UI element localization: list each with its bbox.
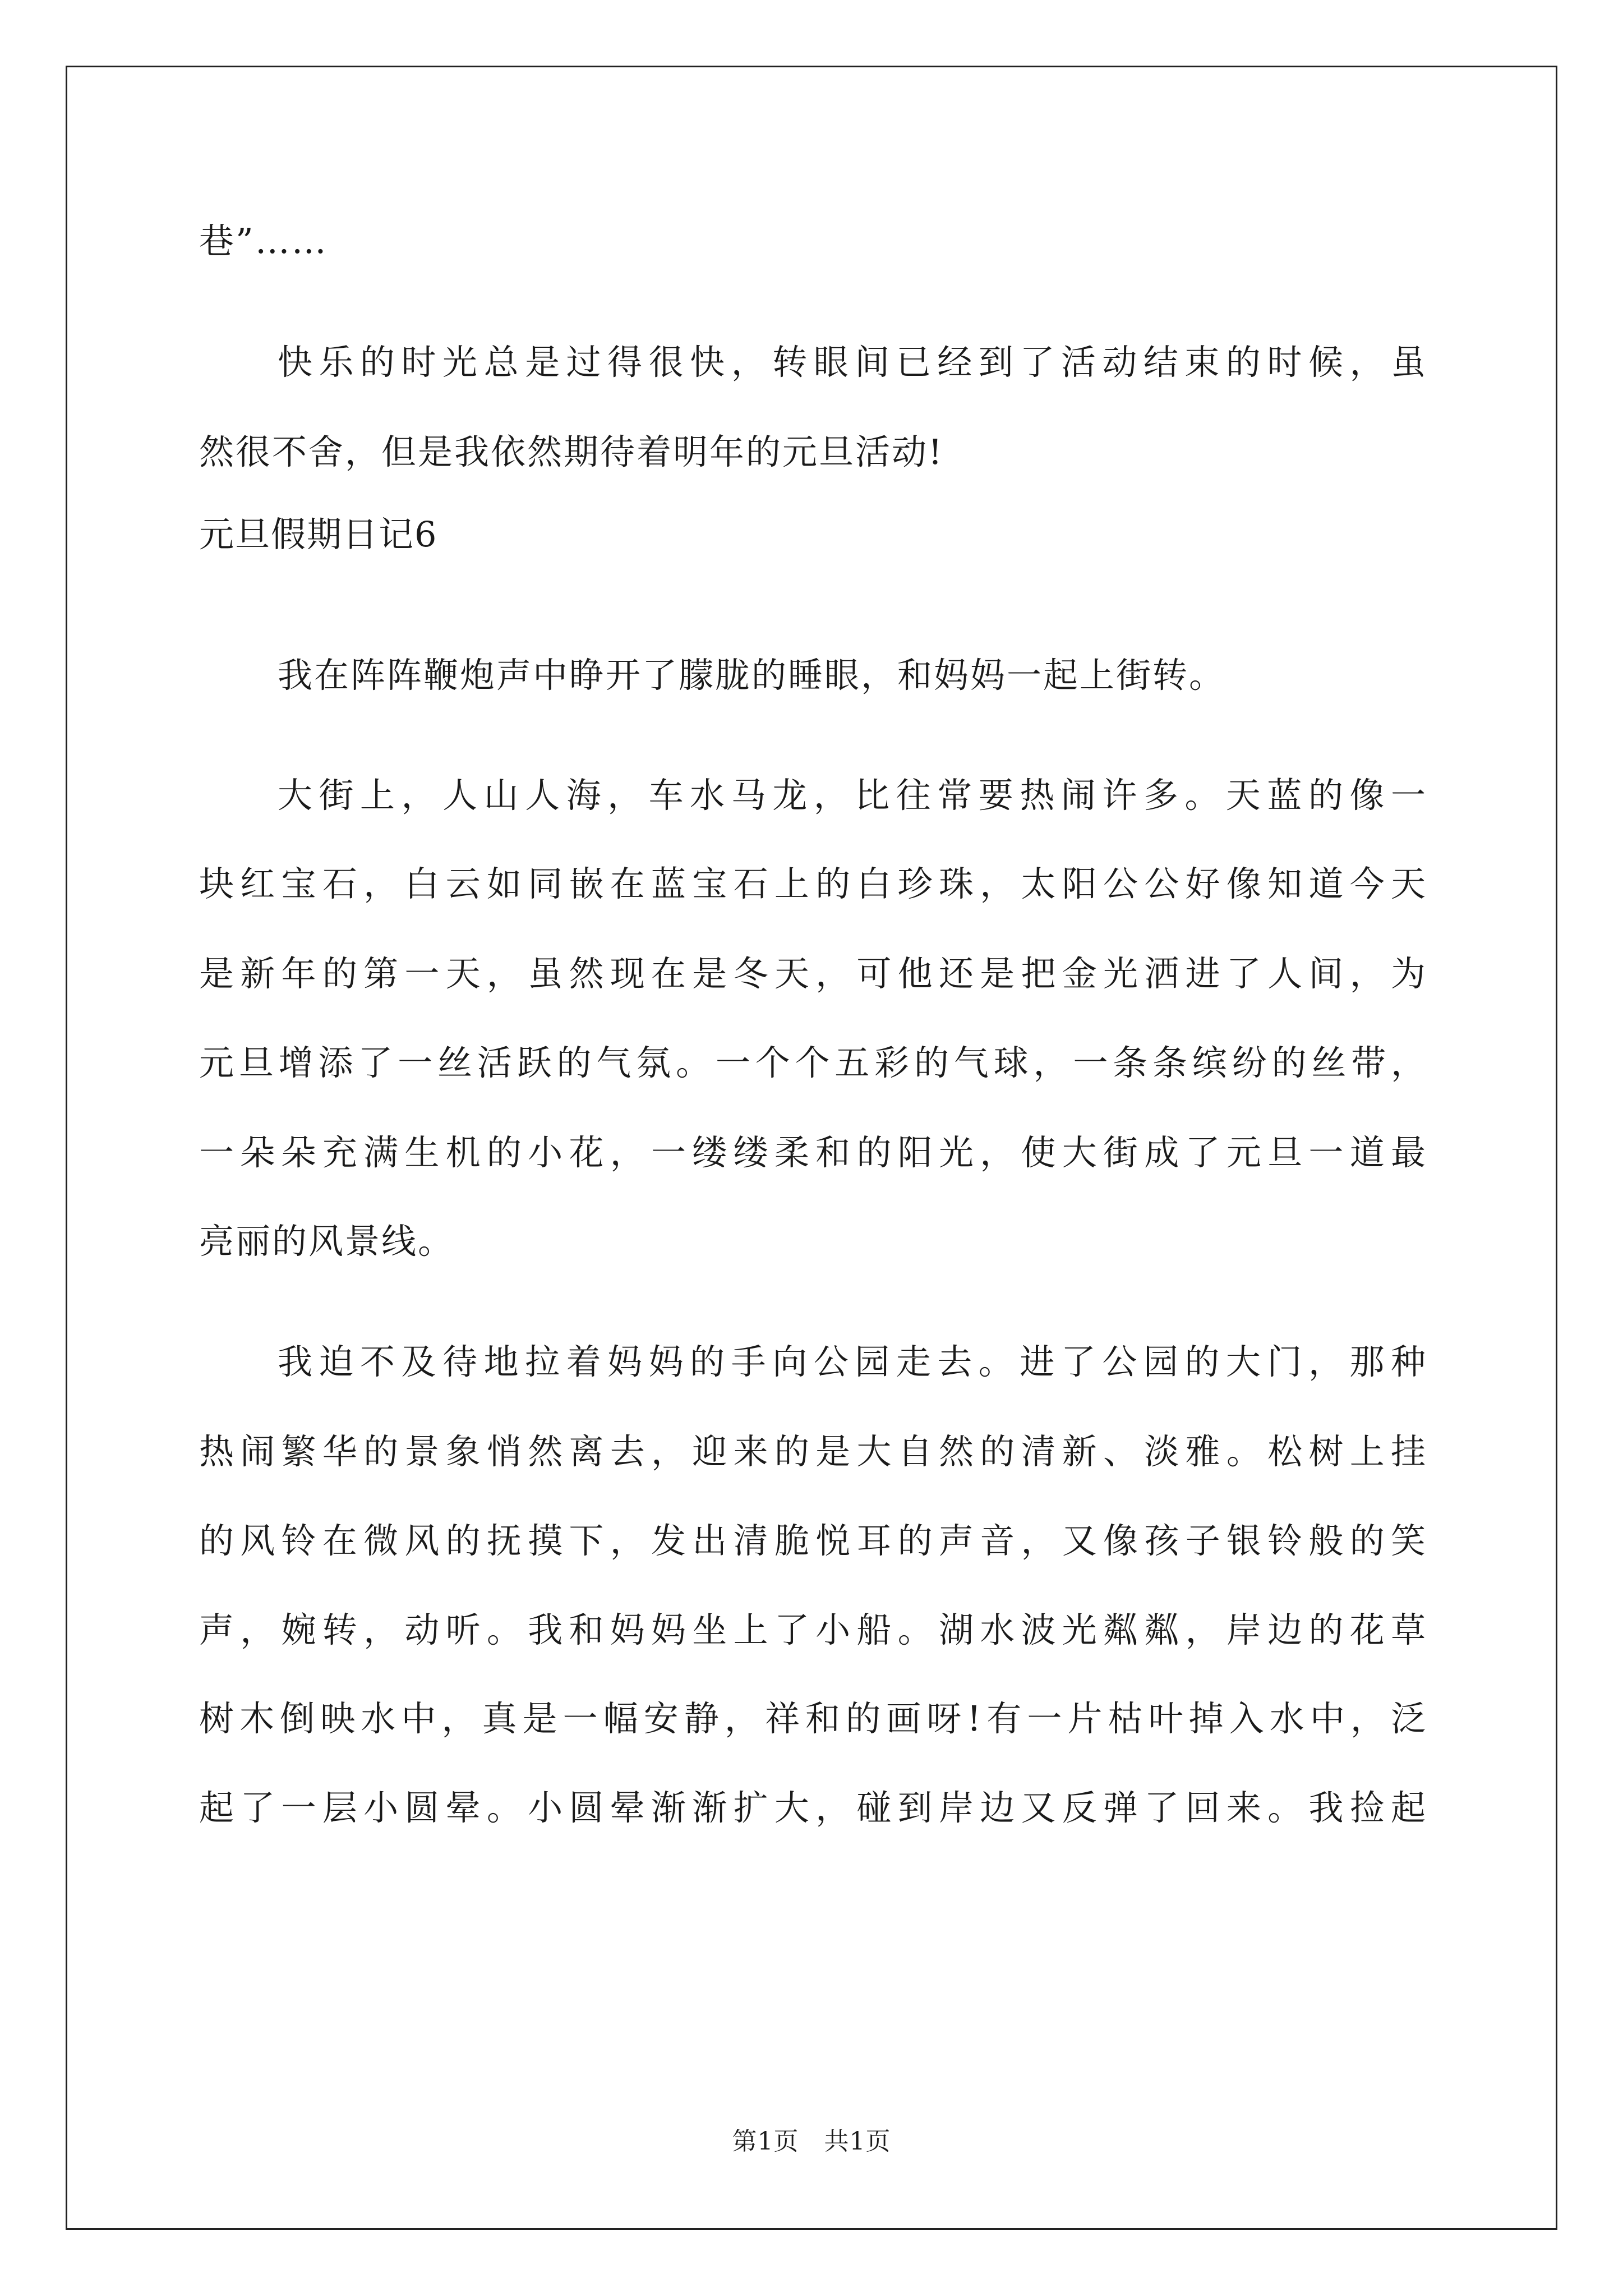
text-line: 然很不舍，但是我依然期待着明年的元旦活动! [199,431,944,472]
text-line: 快乐的时光总是过得很快，转眼间已经到了活动结束的时候，虽 [278,342,1427,383]
text-line: 起了一层小圆晕。小圆晕渐渐扩大，碰到岸边又反弹了回来。我捡起 [199,1787,1427,1828]
text-line: 元旦增添了一丝活跃的气氛。一个个五彩的气球，一条条缤纷的丝带， [199,1042,1427,1083]
text-line: 我在阵阵鞭炮声中睁开了朦胧的睡眼，和妈妈一起上街转。 [278,655,1226,696]
text-line: 声，婉转，动听。我和妈妈坐上了小船。湖水波光粼粼，岸边的花草 [199,1609,1427,1650]
text-line: 大街上，人山人海，车水马龙，比往常要热闹许多。天蓝的像一 [278,775,1427,816]
text-line: 巷”…… [199,220,328,261]
text-line: 块红宝石，白云如同嵌在蓝宝石上的白珍珠，太阳公公好像知道今天 [199,863,1427,904]
text-line: 是新年的第一天，虽然现在是冬天，可他还是把金光洒进了人间，为 [199,953,1427,994]
text-line: 的风铃在微风的抚摸下，发出清脆悦耳的声音，又像孩子银铃般的笑 [199,1520,1427,1561]
page-footer: 第1页 共1页 [732,2127,891,2156]
text-line: 树木倒映水中，真是一幅安静，祥和的画呀!有一片枯叶掉入水中，泛 [199,1698,1427,1739]
text-line: 亮丽的风景线。 [199,1221,455,1262]
text-line: 热闹繁华的景象悄然离去，迎来的是大自然的清新、淡雅。松树上挂 [199,1431,1427,1472]
text-line: 一朵朵充满生机的小花，一缕缕柔和的阳光，使大街成了元旦一道最 [199,1132,1427,1173]
text-line: 我迫不及待地拉着妈妈的手向公园走去。进了公园的大门，那种 [278,1341,1427,1382]
section-heading: 元旦假期日记6 [199,514,438,555]
